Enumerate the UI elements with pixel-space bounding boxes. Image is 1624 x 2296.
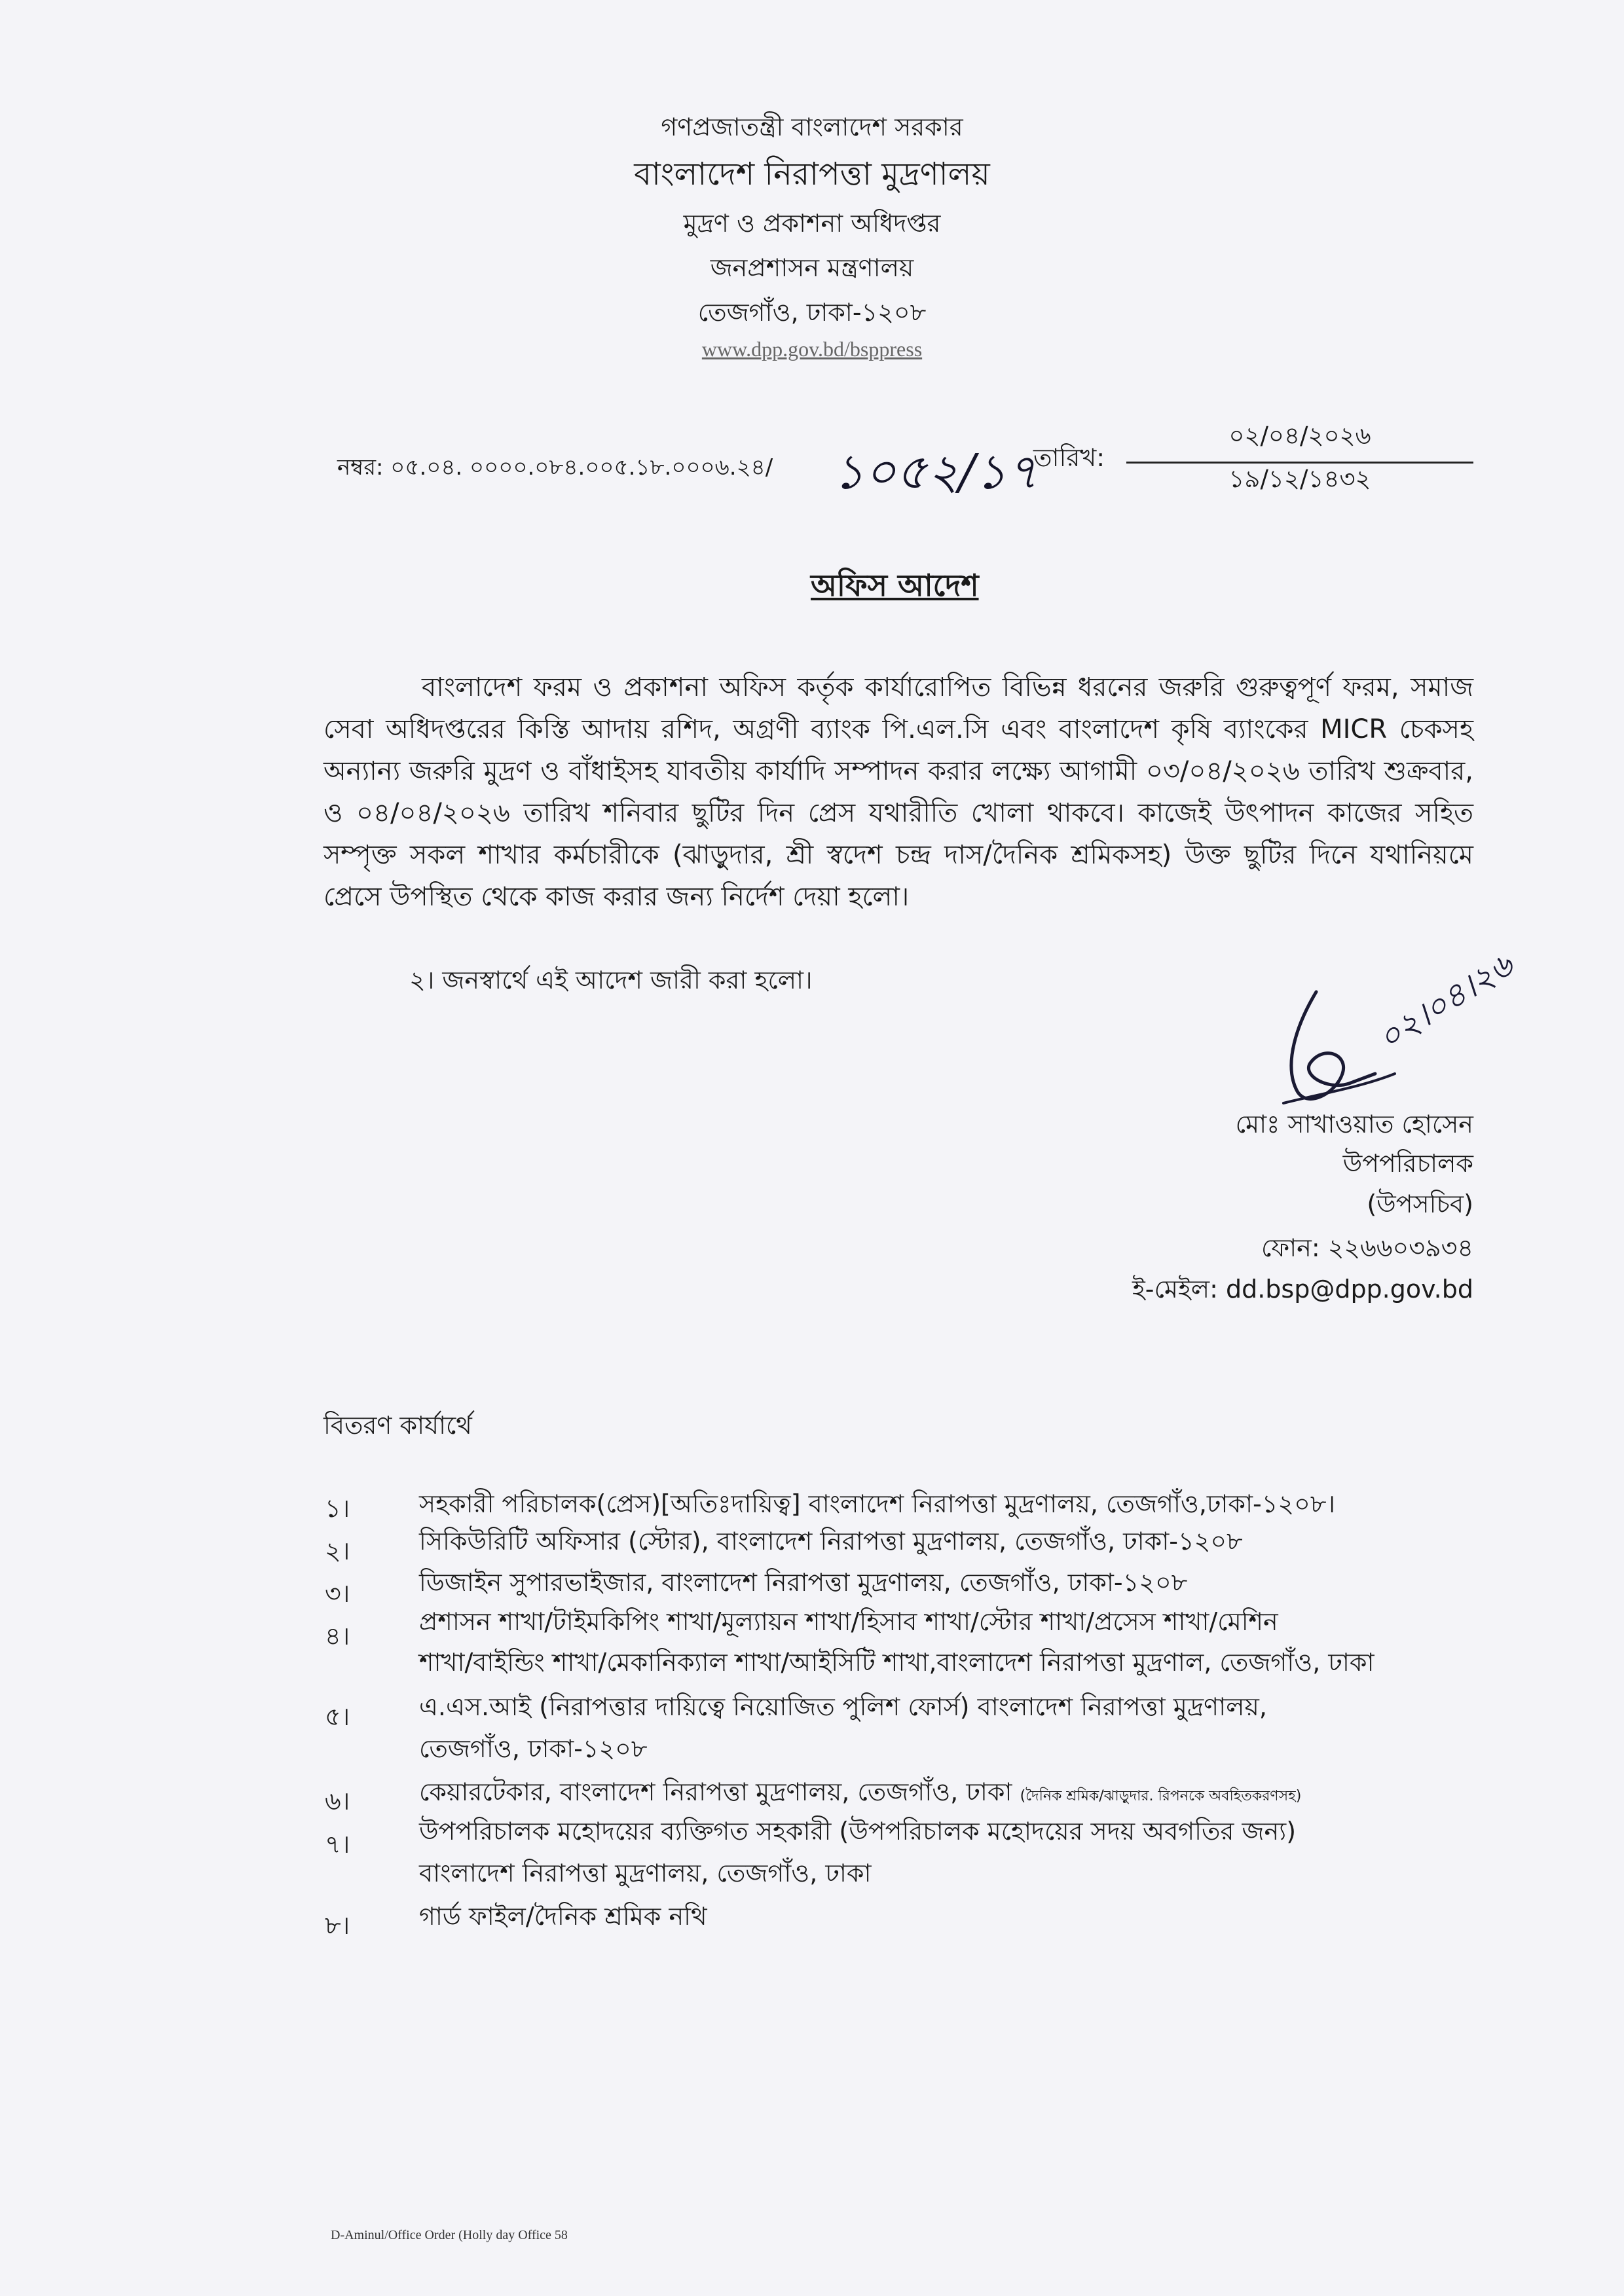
- header-url-link[interactable]: www.dpp.gov.bd/bsppress: [701, 337, 923, 361]
- distribution-item-text: সিকিউরিটি অফিসার (স্টোর), বাংলাদেশ নিরাপত্তা মুদ্রণালয়, তেজগাঁও, ঢাকা-১২০৮: [419, 1527, 1243, 1556]
- body-paragraph-1: বাংলাদেশ ফরম ও প্রকাশনা অফিস কর্তৃক কার্যারোপিত বিভিন্ন ধরনের জরুরি গুরুত্বপূর্ণ ফরম, সমাজ সেবা অধিদপ্তরের কিস্তি আদায় রশিদ, অগ্রণী ব্যাংক পি.এল.সি এবং বাংলাদেশ কৃষি ব্যাংকের MICR চেকসহ অন্যান্য জরুরি মুদ্রণ ও বাঁধাইসহ যাবতীয় কার্যাদি সম্পাদন করার লক্ষ্যে আগামী ০৩/০৪/২০২৬ তারিখ শুক্রবার, ও ০৪/০৪/২০২৬ তারিখ শনিবার ছুটির দিন প্রেস যথারীতি খোলা থাকবে। কাজেই উৎপাদন কাজের সহিত সম্পৃক্ত সকল শাখার কর্মচারীকে (ঝাড়ুদার, শ্রী স্বদেশ চন্দ্র দাস/দৈনিক শ্রমিকসহ) উক্ত ছুটির দিনে যথানিয়মে প্রেসে উপস্থিত থেকে কাজ করার জন্য নির্দেশ দেয়া হলো।: [323, 672, 1473, 912]
- distribution-item-number: ৪।: [325, 1622, 350, 1650]
- document-title: [811, 563, 979, 613]
- date-gregorian: ০২/০৪/২০২৬: [1126, 416, 1473, 464]
- distribution-item-note: (দৈনিক শ্রমিক/ঝাড়ুদার. রিপনকে অবহিতকরণসহ): [1020, 1788, 1302, 1804]
- date-bangla: ১৯/১২/১৪৩২: [1228, 465, 1371, 493]
- title-text: অফিস আদেশ: [811, 568, 979, 603]
- distribution-heading: বিতরণ কার্যার্থে: [323, 1411, 472, 1440]
- distribution-item-number: ৮।: [325, 1911, 350, 1940]
- distribution-item-text-continued: শাখা/বাইন্ডিং শাখা/মেকানিক্যাল শাখা/আইসিটি শাখা,বাংলাদেশ নিরাপত্তা মুদ্রণাল, তেজগাঁও, ঢাকা: [419, 1648, 1375, 1677]
- header-line-organization: বাংলাদেশ নিরাপত্তা মুদ্রণালয়: [634, 156, 990, 192]
- distribution-item-text: সহকারী পরিচালক(প্রেস)[অতিঃদায়িত্ব] বাংলাদেশ নিরাপত্তা মুদ্রণালয়, তেজগাঁও,ঢাকা-১২০৮।: [419, 1489, 1336, 1518]
- distribution-item-text-main: কেয়ারটেকার, বাংলাদেশ নিরাপত্তা মুদ্রণালয়, তেজগাঁও, ঢাকা: [419, 1777, 1012, 1806]
- distribution-item-text-continued: বাংলাদেশ নিরাপত্তা মুদ্রণালয়, তেজগাঁও, ঢাকা: [419, 1859, 872, 1887]
- distribution-item-text: উপপরিচালক মহোদয়ের ব্যক্তিগত সহকারী (উপপরিচালক মহোদয়ের সদয় অবগতির জন্য): [419, 1817, 1297, 1846]
- signatory-phone: ফোন: ২২৬৬০৩৯৩৪: [1261, 1233, 1473, 1262]
- signatory-name: মোঃ সাখাওয়াত হোসেন: [1235, 1110, 1473, 1139]
- signatory-designation: উপপরিচালক: [1342, 1149, 1473, 1178]
- signature-handwritten-date: ০২।০৪।২৬: [1371, 945, 1520, 1058]
- distribution-item-text: গার্ড ফাইল/দৈনিক শ্রমিক নথি: [419, 1902, 707, 1931]
- reference-number: নম্বর: ০৫.০৪. ০০০০.০৮৪.০০৫.১৮.০০০৬.২৪/: [337, 454, 773, 481]
- header-line-address: তেজগাঁও, ঢাকা-১২০৮: [697, 298, 927, 327]
- body-paragraph-2: ২। জনস্বার্থে এই আদেশ জারী করা হলো।: [409, 966, 813, 994]
- header-line-ministry: জনপ্রশাসন মন্ত্রণালয়: [710, 253, 914, 282]
- distribution-item-text: প্রশাসন শাখা/টাইমকিপিং শাখা/মূল্যায়ন শাখা/হিসাব শাখা/স্টোর শাখা/প্রসেস শাখা/মেশিন: [419, 1607, 1278, 1636]
- handwritten-memo-number: ১০৫২/১৭: [833, 444, 1039, 500]
- distribution-item-number: ৭।: [325, 1830, 350, 1859]
- distribution-item-number: ৩।: [325, 1579, 350, 1608]
- distribution-item-number: ৫।: [325, 1702, 350, 1731]
- distribution-item-number: ১।: [325, 1494, 350, 1523]
- signatory-email[interactable]: ই-মেইল: dd.bsp@dpp.gov.bd: [1132, 1275, 1473, 1303]
- header-line-government: গণপ্রজাতন্ত্রী বাংলাদেশ সরকার: [661, 113, 963, 141]
- footer-file-reference: D-Aminul/Office Order (Holly day Office 58: [331, 2228, 568, 2242]
- distribution-item-number: ৬।: [325, 1787, 350, 1815]
- date-label: তারিখ:: [1033, 443, 1105, 472]
- distribution-item-text-continued: তেজগাঁও, ঢাকা-১২০৮: [419, 1734, 648, 1763]
- distribution-item-text: এ.এস.আই (নিরাপত্তার দায়িত্বে নিয়োজিত পুলিশ ফোর্স) বাংলাদেশ নিরাপত্তা মুদ্রণালয়,: [419, 1692, 1267, 1721]
- signatory-rank: (উপসচিব): [1367, 1190, 1473, 1218]
- header-line-department: মুদ্রণ ও প্রকাশনা অধিদপ্তর: [683, 209, 941, 238]
- distribution-item-number: ২।: [325, 1537, 350, 1565]
- distribution-item-text: [419, 1773, 1301, 1815]
- distribution-item-text: ডিজাইন সুপারভাইজার, বাংলাদেশ নিরাপত্তা মুদ্রণালয়, তেজগাঁও, ঢাকা-১২০৮: [419, 1568, 1188, 1597]
